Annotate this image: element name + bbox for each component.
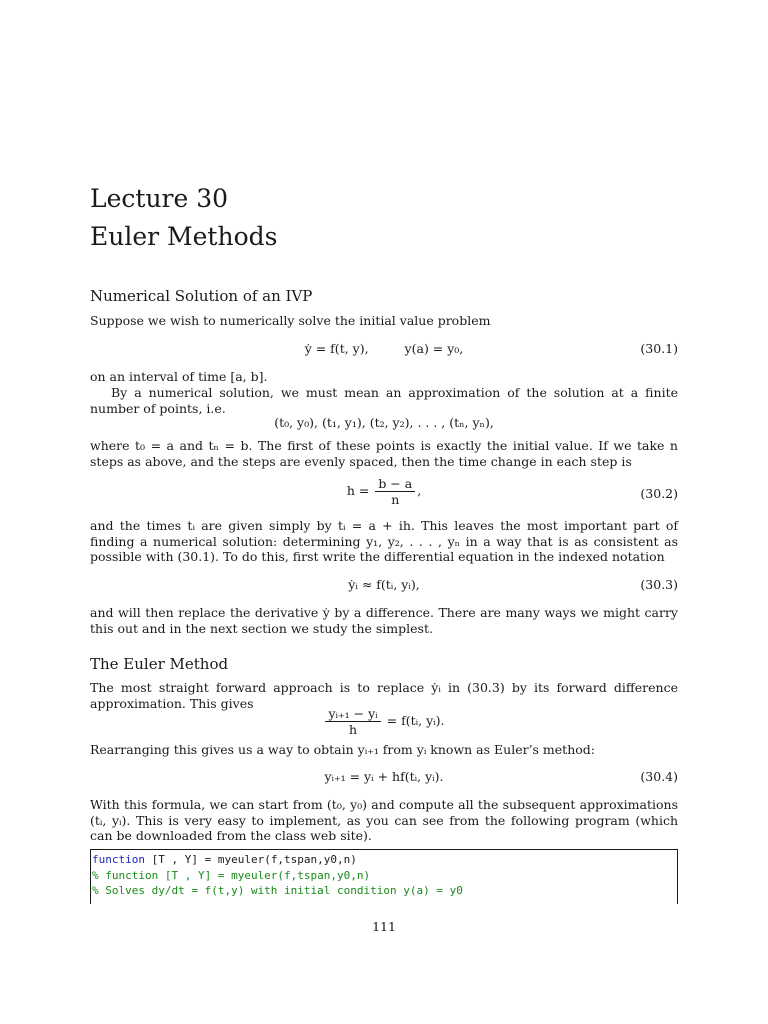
chapter-heading (90, 180, 277, 256)
fraction-numerator: yᵢ₊₁ − yᵢ (325, 706, 380, 722)
equation-forward-difference (90, 706, 678, 740)
page-number: 111 (372, 919, 396, 934)
fraction (325, 706, 380, 737)
fraction-denominator: n (391, 492, 400, 507)
equation-30-2-lhs: h = (346, 483, 370, 498)
paragraph-interval: on an interval of time [a, b]. (90, 369, 268, 384)
fraction (375, 476, 415, 507)
equation-number: (30.2) (640, 486, 678, 501)
chapter-number: Lecture 30 (90, 184, 229, 213)
equation-30-1-ode: ẏ = f(t, y), (304, 341, 369, 356)
chapter-title: Euler Methods (90, 222, 278, 251)
paragraph-implementation: With this formula, we can start from (t₀, y₀) and compute all the subsequent approximations (tᵢ, yᵢ). This is very easy to implement, as you can see from the following program (which can be downloaded from the class web site). (90, 797, 678, 843)
paragraph-times: and the times tᵢ are given simply by tᵢ = a + ih. This leaves the most important part of finding a numerical solution: determining y₁, y₂, . . . , yₙ in a way that is as consistent as possible with (30.1). To do this, first write the differential equation in the indexed notation (90, 518, 678, 564)
code-comment: % function [T , Y] = myeuler(f,tspan,y0,n) (92, 868, 371, 882)
paragraph-steps: where t₀ = a and tₙ = b. The first of these points is exactly the initial value. If we take n steps as above, and the steps are evenly spaced, then the time change in each step is (90, 438, 678, 469)
code-text: [T , Y] = myeuler(f,tspan,y0,n) (144, 853, 357, 866)
equation-points (90, 415, 678, 433)
equation-30-1-initial: y(a) = y₀, (404, 341, 464, 356)
paragraph-forward-difference: The most straight forward approach is to replace ẏᵢ in (30.3) by its forward difference approximation. This gives (90, 680, 678, 711)
section-title-ivp: Numerical Solution of an IVP (90, 287, 313, 305)
paragraph-ivp-intro: Suppose we wish to numerically solve the initial value problem (90, 313, 491, 328)
code-line (91, 852, 677, 868)
fraction-denominator: h (349, 722, 358, 737)
equation-30-4-text: yᵢ₊₁ = yᵢ + hf(tᵢ, yᵢ). (324, 769, 444, 784)
equation-30-2 (90, 476, 678, 512)
fraction-numerator: b − a (375, 476, 415, 492)
code-keyword: function (92, 853, 145, 866)
equation-30-2-tail: , (417, 483, 422, 498)
equation-30-3 (90, 577, 678, 595)
code-comment: % Solves dy/dt = f(t,y) with initial condition y(a) = y0 (92, 884, 463, 897)
code-listing (90, 849, 678, 904)
equation-forward-difference-rhs: = f(tᵢ, yᵢ). (386, 713, 445, 728)
equation-number: (30.4) (640, 769, 678, 784)
equation-30-4 (90, 769, 678, 787)
equation-number: (30.3) (640, 577, 678, 592)
section-title-euler: The Euler Method (90, 655, 229, 673)
equation-30-3-text: ẏᵢ ≈ f(tᵢ, yᵢ), (348, 577, 420, 592)
paragraph-numerical-solution: By a numerical solution, we must mean an approximation of the solution at a finite number of points, i.e. (90, 385, 678, 416)
paragraph-derivative: and will then replace the derivative ẏ by a difference. There are many ways we might carry this out and in the next section we study the simplest. (90, 605, 678, 636)
equation-30-1 (90, 341, 678, 359)
paragraph-rearranging: Rearranging this gives us a way to obtain yᵢ₊₁ from yᵢ known as Euler’s method: (90, 742, 595, 757)
equation-number: (30.1) (640, 341, 678, 356)
document-page (90, 0, 678, 1024)
equation-points-text: (t₀, y₀), (t₁, y₁), (t₂, y₂), . . . , (tₙ, yₙ), (274, 415, 494, 430)
